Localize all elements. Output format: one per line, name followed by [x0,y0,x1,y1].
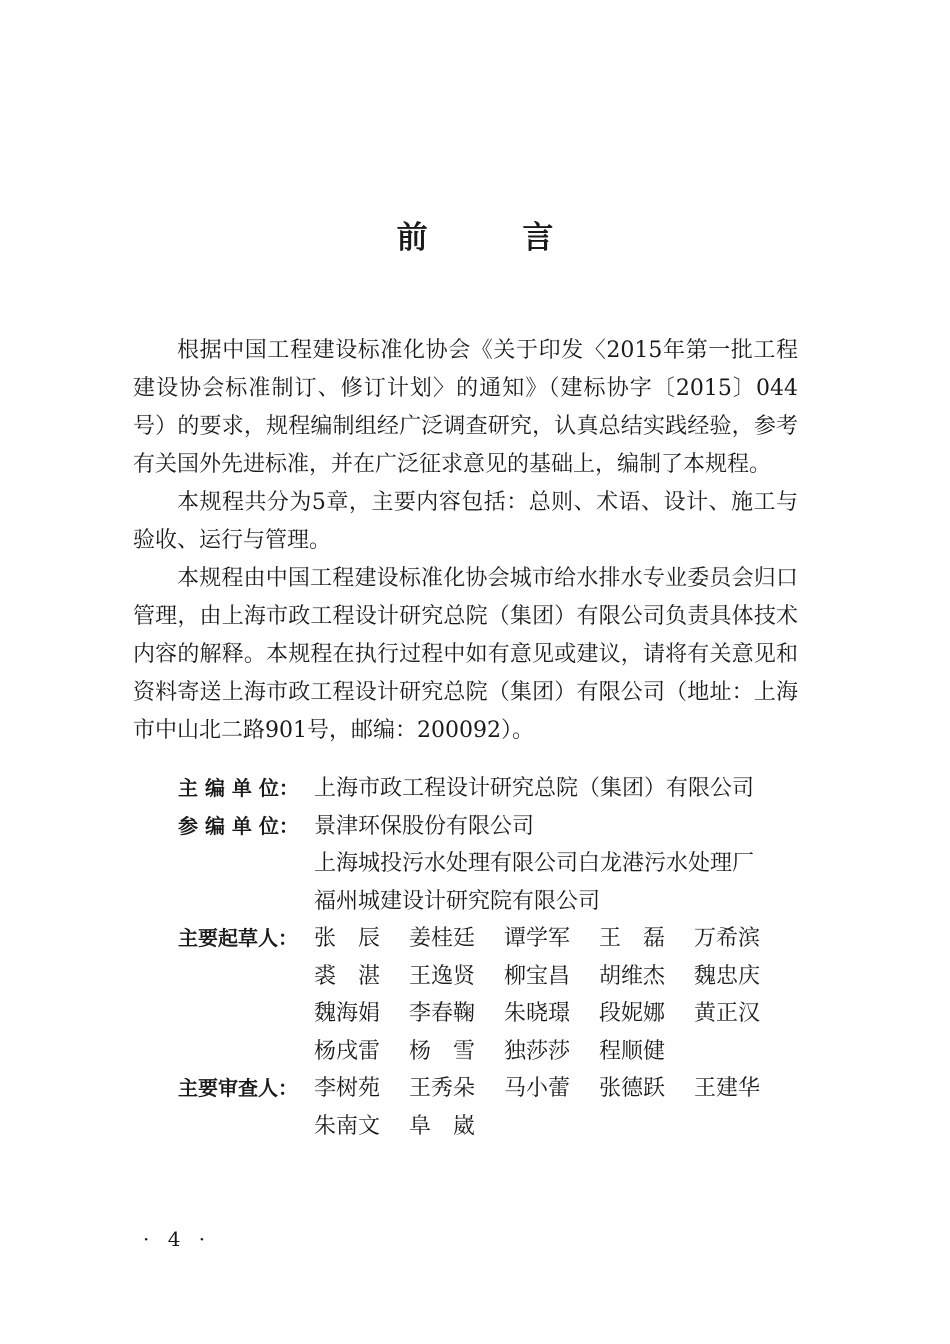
page-number: · 4 · [143,1227,212,1251]
drafters-row [178,920,798,1070]
reviewers-row [178,1070,798,1145]
drafter-name: 黄正汉 [694,1001,761,1026]
drafter-name: 王逸贤 [409,963,476,989]
drafter-name: 李春鞠 [409,1001,476,1026]
drafter-name: 杨戌雷 [314,1038,381,1064]
drafter-name: 独莎莎 [504,1038,571,1064]
reviewer-name: 李树苑 [314,1076,381,1101]
reviewers-names [314,1070,798,1145]
reviewer-name: 张德跃 [599,1076,666,1101]
drafters-label: 主要起草人： [178,926,298,950]
drafter-name: 魏忠庆 [694,963,761,989]
drafter-name: 朱晓璟 [504,1001,571,1026]
reviewers-label: 主要审查人： [178,1076,298,1100]
chief-unit-row [178,770,798,808]
drafter-name: 杨 雪 [409,1038,476,1064]
paragraph-1: 根据中国工程建设标准化协会《关于印发〈2015年第一批工程建设协会标准制订、修订计划〉的通知》（建标协字〔2015〕044号）的要求，规程编制组经广泛调查研究，认真总结实践经验，参考有关国外先进标准，并在广泛征求意见的基础上，编制了本规程。 [133,338,798,477]
reviewer-name: 马小蕾 [504,1076,571,1101]
participating-unit: 景津环保股份有限公司 [314,813,535,839]
reviewer-name: 王建华 [694,1076,761,1101]
drafter-name: 魏海娟 [314,1001,381,1026]
paragraph-3: 本规程由中国工程建设标准化协会城市给水排水专业委员会归口管理，由上海市政工程设计研究总院（集团）有限公司负责具体技术内容的解释。本规程在执行过程中如有意见或建议，请将有关意见和资料寄送上海市政工程设计研究总院（集团）有限公司（地址：上海市中山北二路901号，邮编：200092）。 [133,566,798,743]
reviewer-name: 朱南文 [314,1113,381,1139]
drafter-name: 张 辰 [314,926,381,951]
drafter-name: 胡维杰 [599,963,666,989]
participating-units-label: 参 编 单 位： [178,813,299,838]
participating-unit: 上海城投污水处理有限公司白龙港污水处理厂 [314,851,755,876]
drafter-name: 裘 湛 [314,963,381,989]
chief-unit-label: 主 编 单 位： [178,776,299,800]
contributors-section [178,770,798,1145]
participating-unit: 福州城建设计研究院有限公司 [314,888,601,914]
chief-unit-value: 上海市政工程设计研究总院（集团）有限公司 [314,776,755,801]
drafters-names [314,920,798,1070]
drafter-name: 万希滨 [694,926,761,951]
drafter-name: 谭学军 [504,926,571,951]
participating-units-row [178,808,798,921]
drafter-name: 段妮娜 [599,1001,666,1026]
reviewer-name: 王秀朵 [409,1076,476,1101]
drafter-name: 姜桂廷 [409,926,476,951]
drafter-name: 程顺健 [599,1038,666,1064]
paragraph-2: 本规程共分为5章，主要内容包括：总则、术语、设计、施工与验收、运行与管理。 [133,490,798,553]
reviewer-name: 阜 崴 [409,1113,476,1139]
drafter-name: 柳宝昌 [504,963,571,989]
page-title: 前 言 [396,220,596,256]
drafter-name: 王 磊 [599,926,666,951]
preface-body [133,332,798,750]
